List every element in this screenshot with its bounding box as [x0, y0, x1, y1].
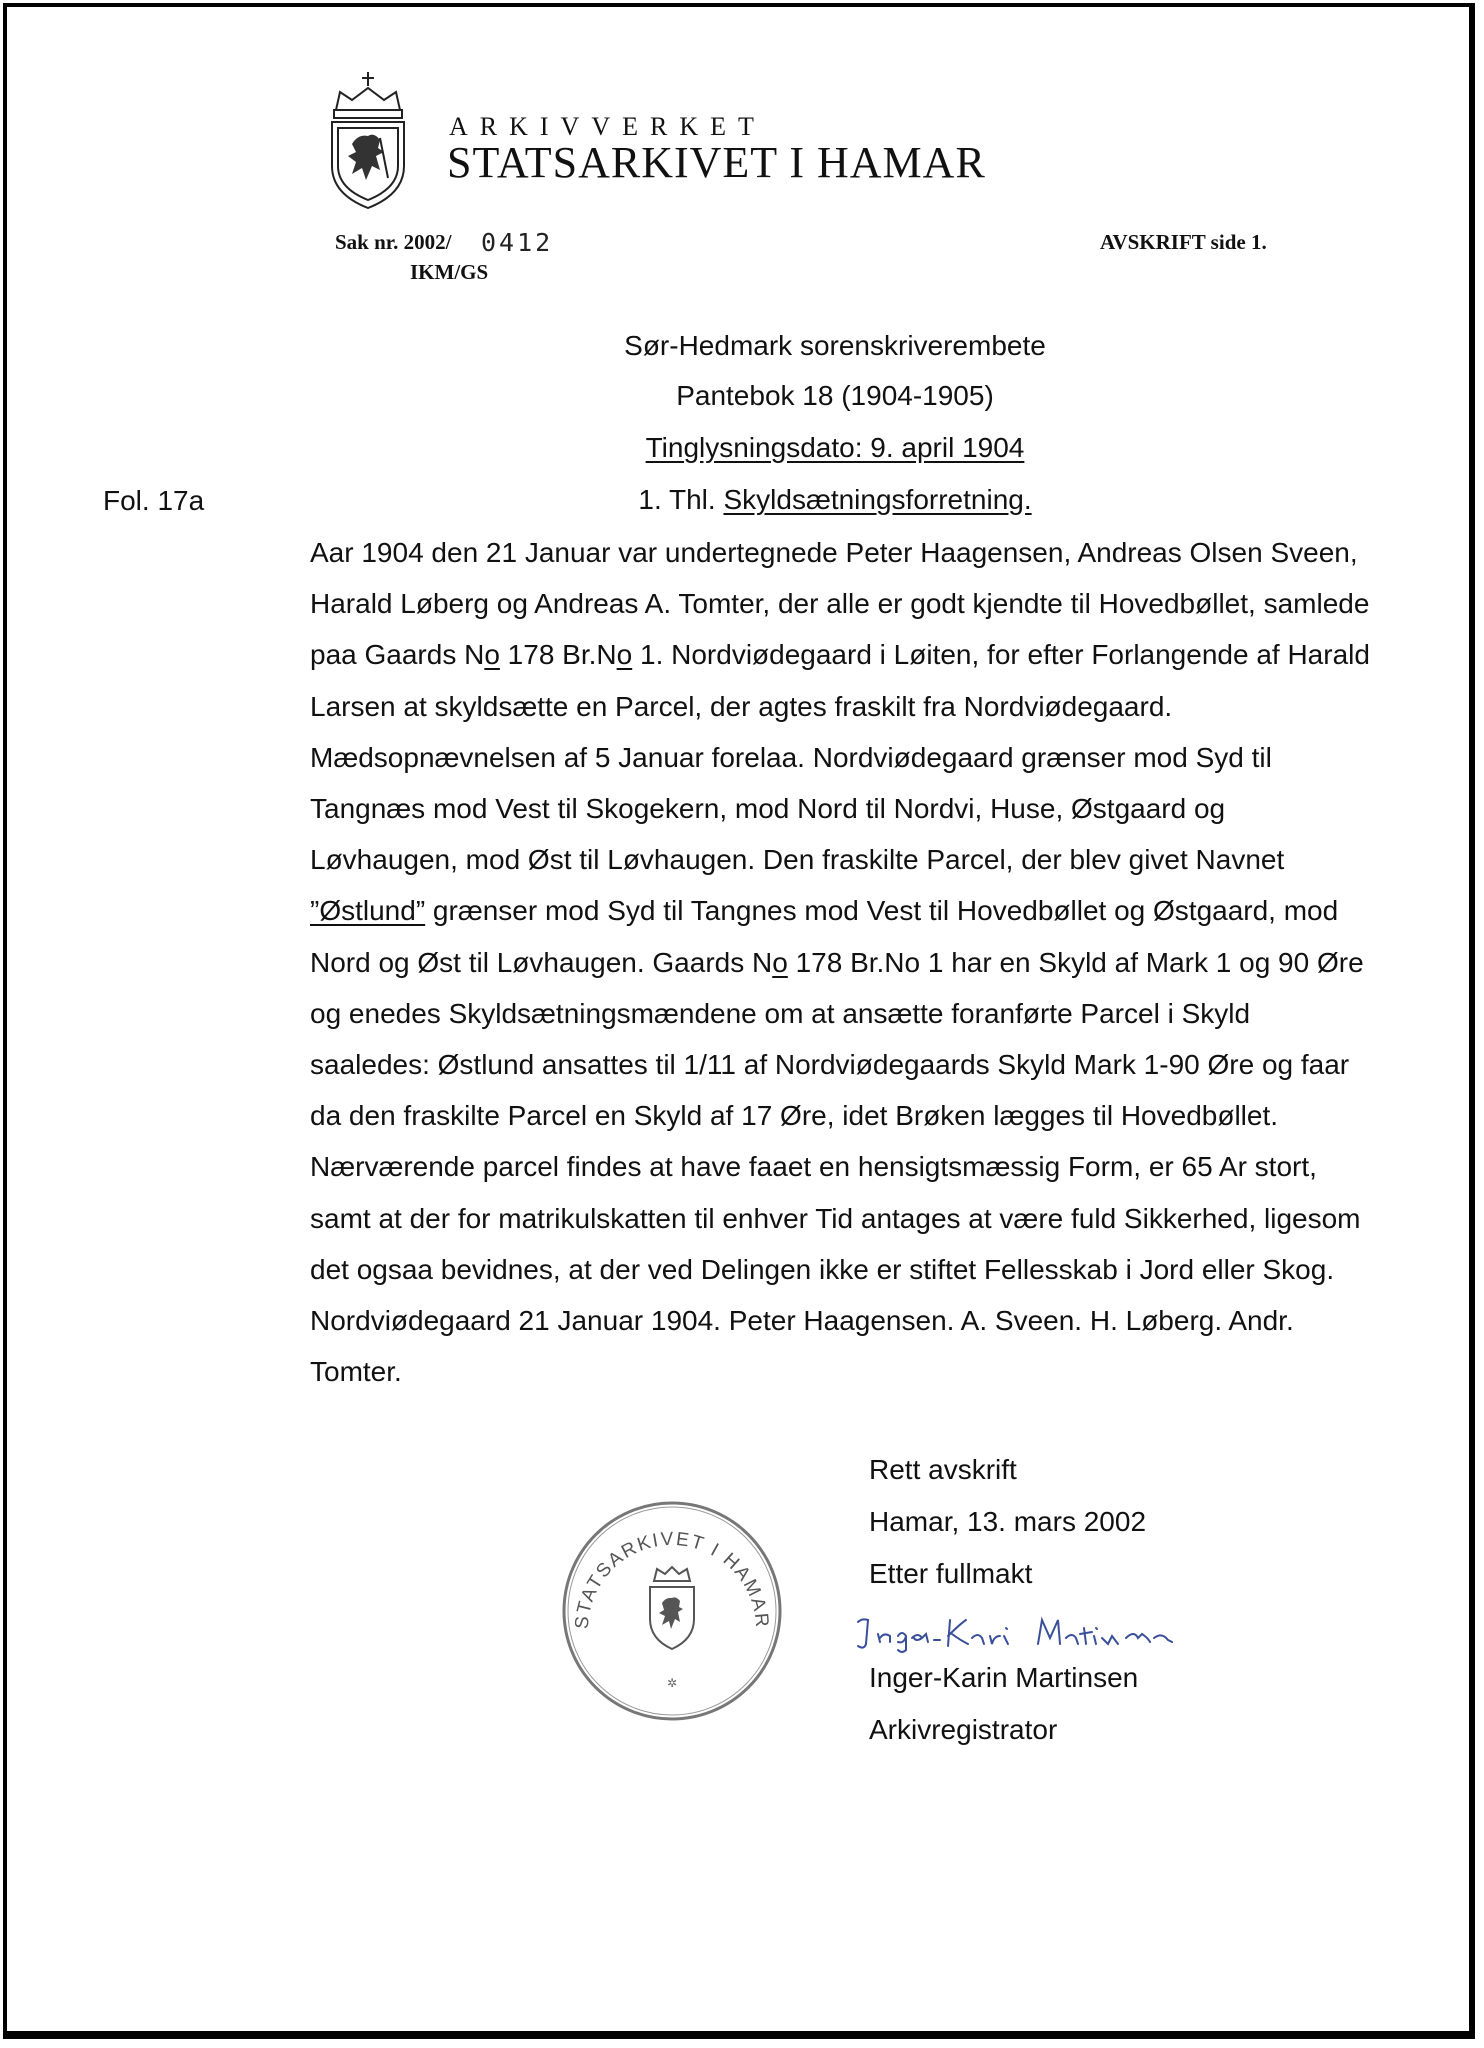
place-date: Hamar, 13. mars 2002 [869, 1506, 1147, 1537]
org-title: STATSARKIVET I HAMAR [447, 138, 986, 187]
no-abbrev: o [772, 946, 788, 978]
authority-label: Etter fullmakt [869, 1558, 1033, 1589]
register-title: Pantebok 18 (1904-1905) [676, 380, 994, 411]
org-subtitle: ARKIVVERKET [449, 112, 766, 141]
entry-heading [560, 484, 1110, 516]
body-text-segment: 178 Br.N [499, 639, 617, 671]
stamp-ring-text: STATSARKIVET I HAMAR [571, 1528, 773, 1630]
svg-text:✲: ✲ [666, 1676, 678, 1690]
folio-number: Fol. 17a [103, 485, 205, 516]
parcel-name: ”Østlund” [310, 895, 426, 927]
body-text-segment: 178 Br.No 1 har en Skyld af Mark 1 og 90 Øre og enedes Skyldsætningsmændene om at ansætte foranførte Parcel i Skyld saaledes: Østlund ansattes til 1/11 af Nordviødegaards Skyld Mark 1-90 Øre og faar da den fraskilte Parcel en Skyld af 17 Øre, idet Brøken lægges til Hovedbøllet. Nærværende parcel findes at have faaet en hensigtsmæssig Form, er 65 Ar stort, samt at der for matrikulskatten til enhver Tid antages at være fuld Sikkerhed, ligesom det ogsaa bevidnes, at der ved Delingen ikke er stiftet Fellesskab i Jord eller Skog. Nordviødegaard 21 Januar 1904. Peter Haagensen. A. Sveen. H. Løberg. Andr. Tomter. [310, 946, 1364, 1388]
page-label: AVSKRIFT side 1. [1100, 230, 1267, 254]
signer-title: Arkivregistrator [869, 1714, 1058, 1745]
case-number-label: Sak nr. 2002/ [335, 230, 452, 254]
signer-name: Inger-Karin Martinsen [869, 1662, 1139, 1693]
no-abbrev: o [616, 639, 633, 671]
entry-number: 1. Thl. [638, 484, 724, 515]
entry-title: Skyldsætningsforretning. [723, 484, 1032, 515]
document-body [310, 527, 1370, 1397]
registration-date: Tinglysningsdato: 9. april 1904 [645, 432, 1025, 463]
body-paragraph [310, 527, 1370, 1397]
body-text-segment: grænser mod Syd til Tangnes mod Vest til Hovedbøllet og Østgaard, mod Nord og Øst til Løvhaugen. Gaards N [310, 895, 1339, 978]
archive-stamp [558, 1497, 786, 1725]
certified-copy-label: Rett avskrift [869, 1454, 1017, 1485]
no-abbrev: o [484, 639, 500, 671]
case-number-value: 0412 [481, 228, 554, 257]
court-title: Sør-Hedmark sorenskriverembete [624, 330, 1046, 361]
body-text-segment: 1. Nordviødegaard i Løiten, for efter Forlangende af Harald Larsen at skyldsætte en Parcel, der agtes fraskilt fra Nordviødegaard. Mædsopnævnelsen af 5 Januar forelaa. Nordviødegaard grænser mod Syd til Tangnæs mod Vest til Skogekern, mod Nord til Nordvi, Huse, Østgaard og Løvhaugen, mod Øst til Løvhaugen. Den fraskilte Parcel, der blev givet Navnet [310, 639, 1370, 876]
signoff-block [869, 1444, 1146, 1756]
case-reference: IKM/GS [410, 260, 489, 284]
handwritten-signature [852, 1608, 1252, 1654]
coat-of-arms-icon [322, 70, 414, 210]
body-text-segment: Aar 1904 den 21 Januar var undertegnede Peter Haagensen, Andreas Olsen Sveen, Harald Løberg og Andreas A. Tomter, der alle er godt kjendte til Hovedbøllet, samlede paa Gaards N [310, 537, 1370, 671]
